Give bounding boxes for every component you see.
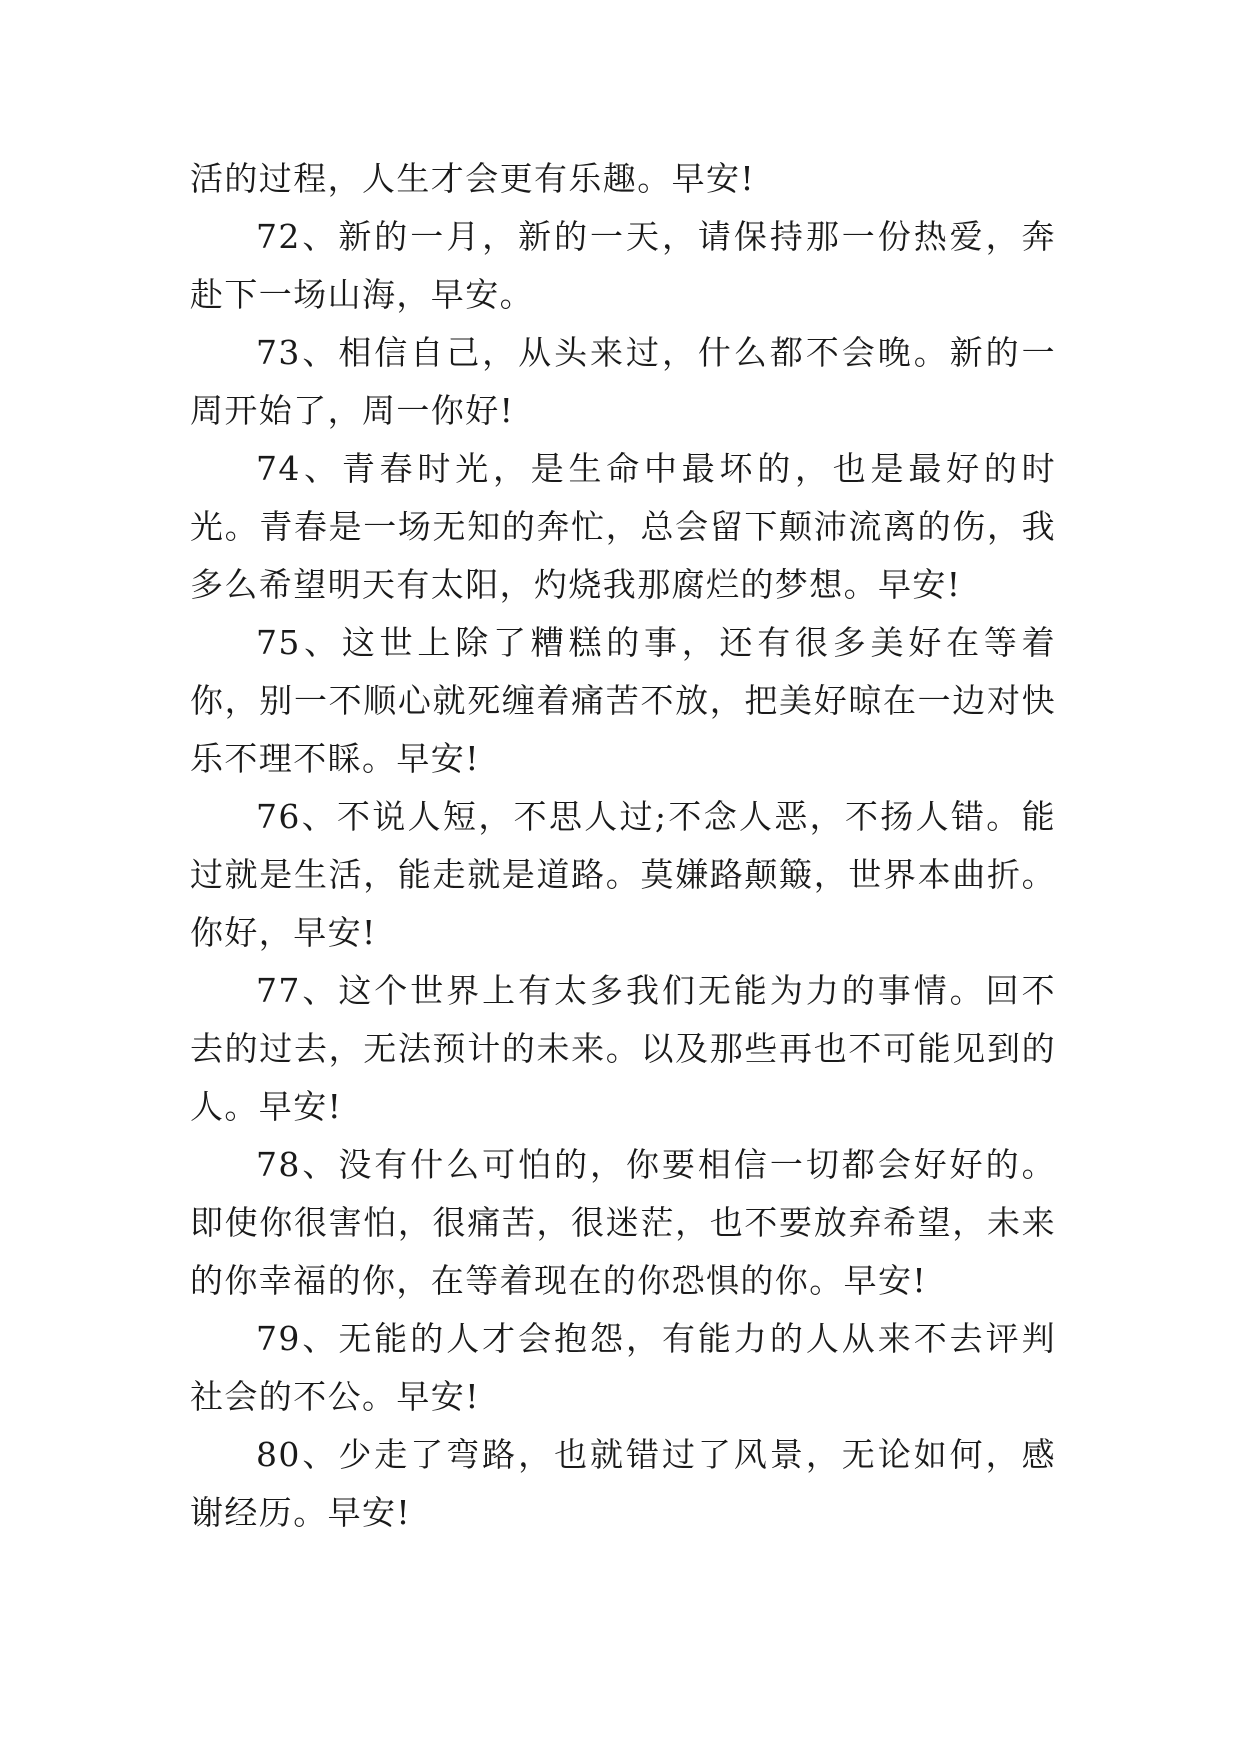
- paragraph-75: 75、这世上除了糟糕的事，还有很多美好在等着你，别一不顺心就死缠着痛苦不放，把美好晾在一边对快乐不理不睬。早安!: [190, 623, 1056, 778]
- paragraph-79: 79、无能的人才会抱怨，有能力的人从来不去评判社会的不公。早安!: [190, 1319, 1056, 1416]
- paragraph-72: 72、新的一月，新的一天，请保持那一份热爱，奔赴下一场山海，早安。: [190, 217, 1056, 314]
- paragraph-73: 73、相信自己，从头来过，什么都不会晚。新的一周开始了，周一你好!: [190, 333, 1056, 430]
- paragraph-continued: 活的过程，人生才会更有乐趣。早安!: [190, 159, 756, 198]
- paragraph-74: 74、青春时光，是生命中最坏的，也是最好的时光。青春是一场无知的奔忙，总会留下颠沛流离的伤，我多么希望明天有太阳，灼烧我那腐烂的梦想。早安!: [190, 449, 1056, 604]
- document-body: [190, 150, 1056, 1542]
- paragraph-78: 78、没有什么可怕的，你要相信一切都会好好的。即使你很害怕，很痛苦，很迷茫，也不要放弃希望，未来的你幸福的你，在等着现在的你恐惧的你。早安!: [190, 1145, 1056, 1300]
- paragraph-77: 77、这个世界上有太多我们无能为力的事情。回不去的过去，无法预计的未来。以及那些再也不可能见到的人。早安!: [190, 971, 1056, 1126]
- paragraph-76: 76、不说人短，不思人过;不念人恶，不扬人错。能过就是生活，能走就是道路。莫嫌路颠簸，世界本曲折。你好，早安!: [190, 797, 1056, 952]
- paragraph-80: 80、少走了弯路，也就错过了风景，无论如何，感谢经历。早安!: [190, 1435, 1056, 1532]
